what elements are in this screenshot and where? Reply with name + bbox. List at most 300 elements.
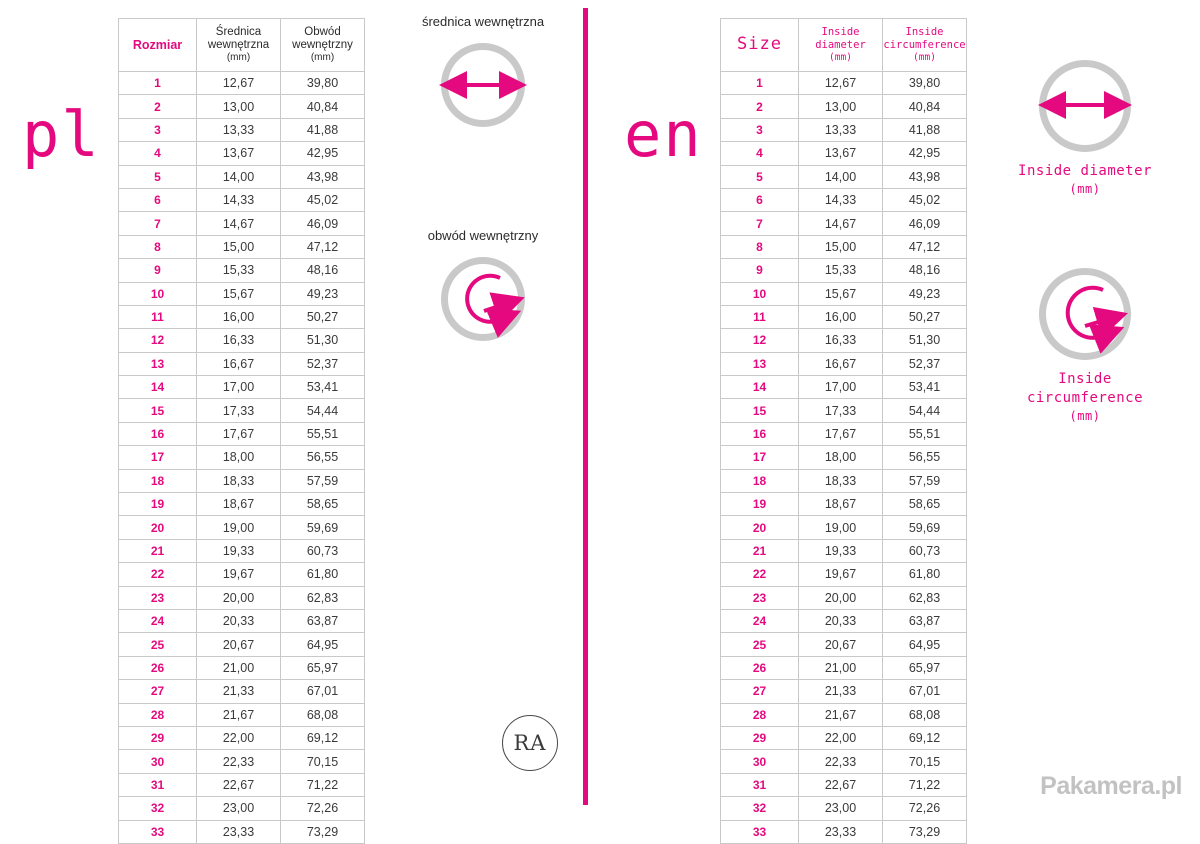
language-label-en: en	[624, 98, 703, 171]
cell-inside-diameter: 16,67	[799, 352, 883, 375]
cell-inside-diameter: 21,67	[197, 703, 281, 726]
cell-size: 30	[721, 750, 799, 773]
cell-inside-circumference: 42,95	[883, 142, 967, 165]
diagram-caption-circumference-en	[1000, 370, 1170, 424]
cell-size: 9	[119, 259, 197, 282]
cell-inside-diameter: 12,67	[197, 72, 281, 95]
cell-size: 30	[119, 750, 197, 773]
table-row	[119, 376, 365, 399]
cell-size: 8	[721, 235, 799, 258]
cell-inside-diameter: 19,33	[197, 539, 281, 562]
cell-size: 29	[721, 726, 799, 749]
ring-size-table-pl	[118, 18, 365, 844]
ring-outline-icon	[1039, 60, 1131, 152]
cell-size: 17	[119, 446, 197, 469]
cell-size: 16	[721, 422, 799, 445]
cell-inside-diameter: 15,67	[799, 282, 883, 305]
cell-inside-circumference: 49,23	[281, 282, 365, 305]
cell-inside-circumference: 68,08	[883, 703, 967, 726]
cell-inside-circumference: 39,80	[281, 72, 365, 95]
table-row	[721, 282, 967, 305]
table-row	[119, 563, 365, 586]
cell-inside-circumference: 46,09	[281, 212, 365, 235]
table-row	[119, 118, 365, 141]
cell-inside-circumference: 48,16	[883, 259, 967, 282]
cell-size: 1	[721, 72, 799, 95]
cell-inside-diameter: 15,00	[799, 235, 883, 258]
cell-inside-circumference: 39,80	[883, 72, 967, 95]
cell-inside-circumference: 42,95	[281, 142, 365, 165]
cell-inside-circumference: 51,30	[281, 329, 365, 352]
table-row	[119, 726, 365, 749]
table-row	[721, 469, 967, 492]
cell-size: 11	[721, 305, 799, 328]
table-row	[721, 726, 967, 749]
cell-inside-circumference: 40,84	[281, 95, 365, 118]
cell-inside-diameter: 18,33	[197, 469, 281, 492]
ring-outline-icon	[441, 257, 525, 341]
cell-inside-circumference: 59,69	[883, 516, 967, 539]
table-row	[721, 329, 967, 352]
table-row	[721, 609, 967, 632]
cell-inside-circumference: 64,95	[883, 633, 967, 656]
cell-inside-diameter: 13,67	[799, 142, 883, 165]
cell-size: 12	[119, 329, 197, 352]
cell-inside-circumference: 47,12	[883, 235, 967, 258]
cell-inside-circumference: 55,51	[281, 422, 365, 445]
diagram-caption-diameter-pl: średnica wewnętrzna	[421, 14, 545, 29]
table-row	[721, 212, 967, 235]
table-row	[721, 376, 967, 399]
cell-inside-circumference: 73,29	[281, 820, 365, 843]
cell-inside-diameter: 21,00	[197, 656, 281, 679]
cell-inside-circumference: 65,97	[281, 656, 365, 679]
table-row	[721, 656, 967, 679]
cell-size: 28	[721, 703, 799, 726]
table-row	[721, 750, 967, 773]
table-row	[119, 493, 365, 516]
cell-inside-diameter: 17,67	[799, 422, 883, 445]
cell-inside-diameter: 16,67	[197, 352, 281, 375]
cell-size: 18	[119, 469, 197, 492]
table-row	[721, 633, 967, 656]
table-row	[721, 352, 967, 375]
cell-inside-circumference: 59,69	[281, 516, 365, 539]
cell-size: 17	[721, 446, 799, 469]
table-row	[119, 469, 365, 492]
cell-inside-circumference: 47,12	[281, 235, 365, 258]
cell-size: 24	[721, 609, 799, 632]
cell-inside-diameter: 22,67	[799, 773, 883, 796]
cell-inside-circumference: 63,87	[281, 609, 365, 632]
cell-inside-circumference: 71,22	[281, 773, 365, 796]
cell-inside-diameter: 12,67	[799, 72, 883, 95]
cell-inside-circumference: 70,15	[883, 750, 967, 773]
cell-inside-circumference: 71,22	[883, 773, 967, 796]
table-body-en	[721, 72, 967, 844]
column-header-diameter-en	[799, 19, 883, 72]
table-header-row-en	[721, 19, 967, 72]
cell-inside-diameter: 14,67	[197, 212, 281, 235]
cell-inside-circumference: 72,26	[883, 797, 967, 820]
cell-size: 21	[721, 539, 799, 562]
cell-inside-circumference: 56,55	[883, 446, 967, 469]
cell-size: 9	[721, 259, 799, 282]
cell-size: 32	[119, 797, 197, 820]
diagram-inside-circumference-en	[1000, 268, 1170, 424]
table-row	[721, 95, 967, 118]
cell-inside-circumference: 69,12	[883, 726, 967, 749]
cell-inside-circumference: 54,44	[883, 399, 967, 422]
cell-size: 33	[119, 820, 197, 843]
cell-inside-diameter: 21,00	[799, 656, 883, 679]
cell-inside-circumference: 46,09	[883, 212, 967, 235]
cell-inside-diameter: 22,00	[799, 726, 883, 749]
table-row	[119, 633, 365, 656]
table-row	[119, 305, 365, 328]
cell-inside-circumference: 62,83	[281, 586, 365, 609]
diagram-caption-circumference-pl: obwód wewnętrzny	[427, 228, 539, 243]
table-row	[721, 586, 967, 609]
cell-inside-circumference: 72,26	[281, 797, 365, 820]
table-row	[119, 516, 365, 539]
cell-size: 25	[119, 633, 197, 656]
table-row	[721, 422, 967, 445]
cell-inside-diameter: 13,33	[197, 118, 281, 141]
table-row	[721, 680, 967, 703]
table-row	[119, 352, 365, 375]
cell-inside-diameter: 16,00	[799, 305, 883, 328]
cell-size: 16	[119, 422, 197, 445]
cell-inside-diameter: 16,00	[197, 305, 281, 328]
table-row	[119, 142, 365, 165]
cell-inside-diameter: 20,33	[799, 609, 883, 632]
cell-inside-diameter: 17,33	[197, 399, 281, 422]
cell-size: 23	[721, 586, 799, 609]
table-row	[119, 282, 365, 305]
cell-size: 11	[119, 305, 197, 328]
cell-size: 7	[119, 212, 197, 235]
table-row	[119, 586, 365, 609]
cell-inside-circumference: 43,98	[883, 165, 967, 188]
table-body-pl	[119, 72, 365, 844]
cell-inside-circumference: 64,95	[281, 633, 365, 656]
cell-size: 12	[721, 329, 799, 352]
table-row	[721, 493, 967, 516]
cell-inside-diameter: 18,00	[197, 446, 281, 469]
cell-size: 2	[119, 95, 197, 118]
cell-size: 10	[119, 282, 197, 305]
cell-inside-diameter: 21,33	[799, 680, 883, 703]
cell-inside-diameter: 13,00	[799, 95, 883, 118]
cell-inside-circumference: 41,88	[883, 118, 967, 141]
diagram-inside-diameter-en	[1010, 60, 1160, 197]
cell-inside-circumference: 63,87	[883, 609, 967, 632]
table-row	[119, 446, 365, 469]
table-row	[721, 72, 967, 95]
cell-inside-circumference: 55,51	[883, 422, 967, 445]
cell-inside-diameter: 23,33	[197, 820, 281, 843]
table-row	[721, 305, 967, 328]
cell-inside-diameter: 22,33	[799, 750, 883, 773]
cell-inside-diameter: 19,00	[799, 516, 883, 539]
cell-inside-diameter: 14,67	[799, 212, 883, 235]
table-row	[721, 118, 967, 141]
cell-inside-diameter: 14,00	[799, 165, 883, 188]
table-row	[721, 516, 967, 539]
table-row	[119, 188, 365, 211]
cell-inside-diameter: 16,33	[799, 329, 883, 352]
cell-inside-diameter: 19,33	[799, 539, 883, 562]
table-row	[119, 235, 365, 258]
cell-inside-circumference: 61,80	[281, 563, 365, 586]
cell-inside-circumference: 56,55	[281, 446, 365, 469]
cell-inside-diameter: 20,67	[799, 633, 883, 656]
cell-inside-diameter: 13,00	[197, 95, 281, 118]
table-row	[721, 539, 967, 562]
column-header-circumference-en	[883, 19, 967, 72]
cell-inside-circumference: 62,83	[883, 586, 967, 609]
cell-inside-diameter: 15,33	[197, 259, 281, 282]
cell-inside-circumference: 53,41	[883, 376, 967, 399]
cell-inside-diameter: 22,00	[197, 726, 281, 749]
cell-size: 23	[119, 586, 197, 609]
column-header-circumference-pl	[281, 19, 365, 72]
table-row	[721, 235, 967, 258]
cell-inside-diameter: 19,67	[197, 563, 281, 586]
cell-inside-circumference: 53,41	[281, 376, 365, 399]
cell-inside-diameter: 21,33	[197, 680, 281, 703]
cell-inside-circumference: 67,01	[281, 680, 365, 703]
table-row	[119, 72, 365, 95]
cell-inside-diameter: 23,00	[197, 797, 281, 820]
vertical-divider	[583, 8, 588, 805]
table-row	[119, 680, 365, 703]
cell-size: 13	[119, 352, 197, 375]
column-header-diameter-text-pl: Średnica wewnętrzna	[207, 26, 270, 52]
table-row	[119, 703, 365, 726]
cell-size: 14	[721, 376, 799, 399]
cell-size: 28	[119, 703, 197, 726]
cell-size: 31	[119, 773, 197, 796]
cell-inside-diameter: 17,33	[799, 399, 883, 422]
cell-size: 27	[721, 680, 799, 703]
cell-inside-circumference: 58,65	[281, 493, 365, 516]
column-header-diameter-unit-pl: (mm)	[226, 52, 251, 64]
table-row	[119, 422, 365, 445]
cell-inside-diameter: 21,67	[799, 703, 883, 726]
cell-inside-diameter: 18,33	[799, 469, 883, 492]
cell-inside-diameter: 17,67	[197, 422, 281, 445]
cell-size: 3	[721, 118, 799, 141]
cell-inside-circumference: 54,44	[281, 399, 365, 422]
diagram-caption-diameter-en	[1010, 162, 1160, 197]
table-row	[721, 797, 967, 820]
cell-inside-circumference: 40,84	[883, 95, 967, 118]
diagram-caption-circumference-text-en: Inside circumference	[1026, 371, 1144, 406]
ring-outline-icon	[1039, 268, 1131, 360]
column-header-circumference-unit-en: (mm)	[913, 52, 936, 64]
cell-inside-diameter: 18,00	[799, 446, 883, 469]
column-header-size-en: Size	[721, 19, 799, 72]
cell-size: 19	[119, 493, 197, 516]
cell-inside-diameter: 14,33	[799, 188, 883, 211]
cell-inside-circumference: 70,15	[281, 750, 365, 773]
cell-inside-circumference: 43,98	[281, 165, 365, 188]
language-label-pl: pl	[22, 98, 101, 171]
cell-inside-diameter: 23,33	[799, 820, 883, 843]
cell-inside-diameter: 22,33	[197, 750, 281, 773]
cell-inside-diameter: 20,67	[197, 633, 281, 656]
cell-inside-circumference: 60,73	[281, 539, 365, 562]
table-row	[119, 820, 365, 843]
table-row	[721, 563, 967, 586]
cell-inside-circumference: 73,29	[883, 820, 967, 843]
cell-inside-diameter: 22,67	[197, 773, 281, 796]
cell-inside-diameter: 15,67	[197, 282, 281, 305]
cell-inside-diameter: 19,00	[197, 516, 281, 539]
table-row	[119, 95, 365, 118]
table-row	[119, 165, 365, 188]
cell-inside-circumference: 52,37	[883, 352, 967, 375]
table-row	[721, 773, 967, 796]
cell-inside-circumference: 58,65	[883, 493, 967, 516]
cell-size: 7	[721, 212, 799, 235]
column-header-diameter-text-en: Inside diameter	[815, 25, 866, 52]
cell-size: 22	[721, 563, 799, 586]
cell-inside-diameter: 14,33	[197, 188, 281, 211]
table-row	[721, 820, 967, 843]
cell-inside-circumference: 57,59	[883, 469, 967, 492]
cell-size: 14	[119, 376, 197, 399]
cell-inside-circumference: 52,37	[281, 352, 365, 375]
cell-inside-circumference: 57,59	[281, 469, 365, 492]
table-row	[119, 539, 365, 562]
cell-inside-circumference: 50,27	[883, 305, 967, 328]
cell-size: 32	[721, 797, 799, 820]
cell-size: 29	[119, 726, 197, 749]
cell-size: 15	[721, 399, 799, 422]
cell-size: 15	[119, 399, 197, 422]
table-header-row-pl	[119, 19, 365, 72]
cell-inside-diameter: 17,00	[197, 376, 281, 399]
cell-size: 6	[721, 188, 799, 211]
logo-mark-ra: RA	[502, 715, 558, 771]
cell-size: 4	[721, 142, 799, 165]
table-row	[721, 399, 967, 422]
table-row	[721, 165, 967, 188]
cell-inside-circumference: 68,08	[281, 703, 365, 726]
cell-size: 2	[721, 95, 799, 118]
table-row	[721, 142, 967, 165]
cell-size: 25	[721, 633, 799, 656]
cell-inside-diameter: 13,67	[197, 142, 281, 165]
table-row	[119, 609, 365, 632]
circular-arrow-icon	[1068, 288, 1105, 338]
cell-inside-diameter: 17,00	[799, 376, 883, 399]
cell-inside-circumference: 45,02	[281, 188, 365, 211]
cell-size: 4	[119, 142, 197, 165]
cell-size: 1	[119, 72, 197, 95]
cell-size: 5	[721, 165, 799, 188]
cell-size: 21	[119, 539, 197, 562]
cell-inside-diameter: 20,00	[799, 586, 883, 609]
column-header-circumference-text-pl: Obwód wewnętrzny	[292, 26, 353, 52]
cell-inside-diameter: 23,00	[799, 797, 883, 820]
table-row	[119, 212, 365, 235]
cell-inside-diameter: 15,33	[799, 259, 883, 282]
cell-size: 18	[721, 469, 799, 492]
diagram-caption-circumference-unit-en: (mm)	[1069, 408, 1101, 423]
column-header-circumference-unit-pl: (mm)	[310, 52, 335, 64]
column-header-diameter-unit-en: (mm)	[829, 52, 852, 64]
cell-inside-circumference: 61,80	[883, 563, 967, 586]
table-row	[119, 773, 365, 796]
cell-inside-circumference: 51,30	[883, 329, 967, 352]
cell-size: 13	[721, 352, 799, 375]
table-row	[119, 259, 365, 282]
watermark-pakamera: Pakamera.pl	[1040, 772, 1182, 800]
cell-size: 20	[119, 516, 197, 539]
column-header-circumference-text-en: Inside circumference	[883, 25, 966, 52]
cell-inside-diameter: 13,33	[799, 118, 883, 141]
table-row	[721, 703, 967, 726]
cell-inside-circumference: 49,23	[883, 282, 967, 305]
diagram-inside-circumference-pl	[408, 228, 558, 341]
cell-inside-circumference: 65,97	[883, 656, 967, 679]
circular-arrow-icon	[467, 276, 502, 322]
table-row	[119, 797, 365, 820]
cell-size: 27	[119, 680, 197, 703]
cell-size: 33	[721, 820, 799, 843]
cell-inside-diameter: 20,00	[197, 586, 281, 609]
cell-inside-circumference: 45,02	[883, 188, 967, 211]
table-row	[119, 750, 365, 773]
column-header-size-pl: Rozmiar	[119, 19, 197, 72]
cell-inside-circumference: 69,12	[281, 726, 365, 749]
table-row	[721, 446, 967, 469]
cell-inside-diameter: 18,67	[197, 493, 281, 516]
cell-size: 26	[119, 656, 197, 679]
column-header-diameter-pl	[197, 19, 281, 72]
cell-inside-circumference: 67,01	[883, 680, 967, 703]
diagram-inside-diameter-pl	[408, 14, 558, 127]
cell-size: 6	[119, 188, 197, 211]
cell-size: 3	[119, 118, 197, 141]
table-row	[721, 188, 967, 211]
cell-inside-circumference: 48,16	[281, 259, 365, 282]
cell-size: 31	[721, 773, 799, 796]
table-row	[119, 656, 365, 679]
cell-size: 19	[721, 493, 799, 516]
cell-size: 5	[119, 165, 197, 188]
cell-size: 26	[721, 656, 799, 679]
cell-inside-circumference: 41,88	[281, 118, 365, 141]
diagram-caption-diameter-text-en: Inside diameter	[1018, 163, 1152, 179]
cell-inside-circumference: 50,27	[281, 305, 365, 328]
table-row	[119, 329, 365, 352]
cell-size: 8	[119, 235, 197, 258]
cell-inside-diameter: 19,67	[799, 563, 883, 586]
ring-outline-icon	[441, 43, 525, 127]
cell-inside-diameter: 20,33	[197, 609, 281, 632]
ring-size-table-en	[720, 18, 967, 844]
cell-size: 10	[721, 282, 799, 305]
cell-inside-diameter: 18,67	[799, 493, 883, 516]
cell-inside-diameter: 16,33	[197, 329, 281, 352]
table-row	[721, 259, 967, 282]
cell-size: 22	[119, 563, 197, 586]
